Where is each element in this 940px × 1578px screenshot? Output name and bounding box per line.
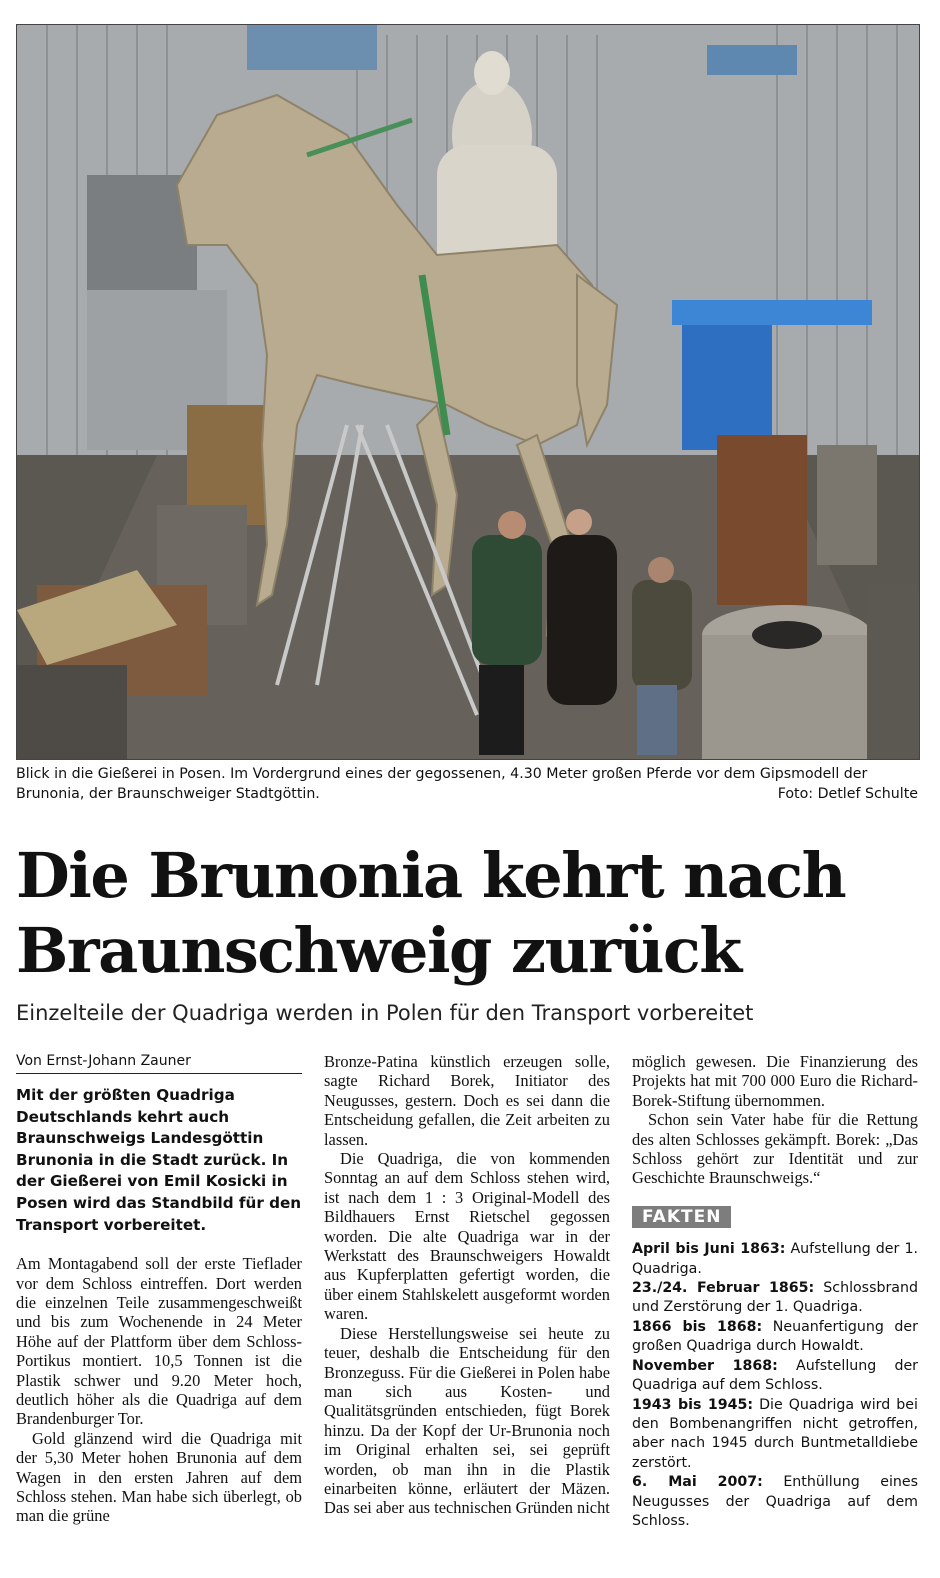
fact-date: 1943 bis 1945: — [632, 1396, 754, 1413]
fact-text: Die Quadriga wird bei den Bombenangriffen nicht getroffen, aber nach 1945 durch Buntmetalldiebe zerstört. — [632, 1396, 918, 1471]
facts-box — [632, 1240, 918, 1531]
fact-text: Aufstellung der 1. Quadriga. — [632, 1241, 918, 1277]
facts-label: FAKTEN — [632, 1206, 731, 1228]
fact-date: 6. Mai 2007: — [632, 1474, 763, 1491]
body-paragraph: Gold glänzend wird die Quadriga mit der 5,30 Meter hohen Brunonia auf dem Wagen in den ersten Jahren auf dem Schloss stehen. Man habe sich überlegt, ob man die grüne — [16, 1428, 302, 1526]
fact-text: Aufstellung der Quadriga auf dem Schloss. — [632, 1357, 919, 1394]
fact-text: Schlossbrand und Zerstörung der 1. Quadriga. — [632, 1280, 918, 1316]
body-paragraph: möglich gewesen. Die Finanzierung des Projekts hat mit 700 000 Euro die Richard-Borek-Stiftung übernommen. — [632, 1052, 918, 1110]
headline: Die Brunonia kehrt nach Braunschweig zurück — [16, 839, 846, 987]
lead-paragraph: Mit der größten Quadriga Deutschlands kehrt auch Braunschweigs Landesgöttin Brunonia in die Stadt zurück. In der Gießerei von Emil Kosicki in Posen wird das Standbild für den Transport vorbereitet. — [16, 1086, 302, 1234]
article-column-1 — [16, 1052, 302, 1526]
byline: Von Ernst-Johann Zauner — [16, 1052, 302, 1074]
photo-caption-text: Blick in die Gießerei in Posen. Im Vordergrund eines der gegossenen, 4.30 Meter großen Pferde vor dem Gipsmodell der Brunonia, der Braunschweiger Stadtgöttin. — [16, 766, 868, 802]
body-paragraph: Schon sein Vater habe für die Rettung des alten Schlosses gekämpft. Borek: „Das Schloss gehört zur Identität und zur Geschichte Braunschweigs.“ — [632, 1110, 918, 1188]
foundry-photo-illustration — [17, 25, 919, 759]
body-paragraph: Am Montagabend soll der erste Tieflader vor dem Schloss eintreffen. Dort werden die einzelnen Teile zusammengeschweißt und bis zum Wochenende in 24 Meter Höhe auf der Plattform über dem Schloss-Portikus montiert. 10,5 Tonnen ist die Plastik schwer und 9.20 Meter hoch, deutlich höher als die Quadriga auf dem Brandenburger Tor. — [16, 1254, 302, 1429]
subheadline: Einzelteile der Quadriga werden in Polen für den Transport vorbereitet — [16, 1001, 754, 1025]
fact-item — [632, 1240, 918, 1279]
fact-item — [632, 1396, 918, 1474]
fact-text: Neuanfertigung der großen Quadriga durch Howaldt. — [632, 1318, 918, 1355]
body-paragraph: Diese Herstellungsweise sei heute zu teuer, deshalb die Entscheidung für den Bronzeguss. Für die Gießerei in Polen habe man sich aus Kosten- und Qualitätsgründen entschieden, fügt Borek hinzu. Da der Kopf der Ur-Brunonia noch im Original erhalten sei, sei geprüft worden, ob man ihn in die Plastik einarbeiten könne, erläutert der Mäzen. Das sei aber aus technischen Gründen nicht — [324, 1323, 610, 1518]
photo-caption — [16, 764, 918, 804]
fact-item — [632, 1318, 918, 1357]
photo-credit: Foto: Detlef Schulte — [777, 786, 918, 802]
fact-item — [632, 1357, 918, 1396]
fact-item — [632, 1473, 918, 1531]
fact-date: April bis Juni 1863: — [632, 1241, 786, 1258]
article-column-3 — [632, 1052, 918, 1531]
fact-date: 23./24. Februar 1865: — [632, 1280, 815, 1297]
fact-date: 1866 bis 1868: — [632, 1318, 763, 1335]
article-photo — [16, 24, 920, 760]
body-paragraph: Bronze-Patina künstlich erzeugen solle, sagte Richard Borek, Initiator des Neugusses, gestern. Doch es sei dann die Entscheidung gefallen, die Zeit arbeiten zu lassen. — [324, 1052, 610, 1149]
article-column-2 — [324, 1052, 610, 1518]
fact-item — [632, 1279, 918, 1318]
fact-date: November 1868: — [632, 1357, 778, 1374]
body-paragraph: Die Quadriga, die von kommenden Sonntag an auf dem Schloss stehen wird, ist nach dem 1 : 3 Original-Modell des Bildhauers Ernst Rietschel gegossen worden. Die alte Quadriga war in der Werkstatt des Braunschweigers Howaldt aus Kupferplatten gefertigt worden, die über einem Stahlskelett ausgeformt worden waren. — [324, 1149, 610, 1324]
fact-text: Enthüllung eines Neugusses der Quadriga auf dem Schloss. — [632, 1474, 918, 1529]
